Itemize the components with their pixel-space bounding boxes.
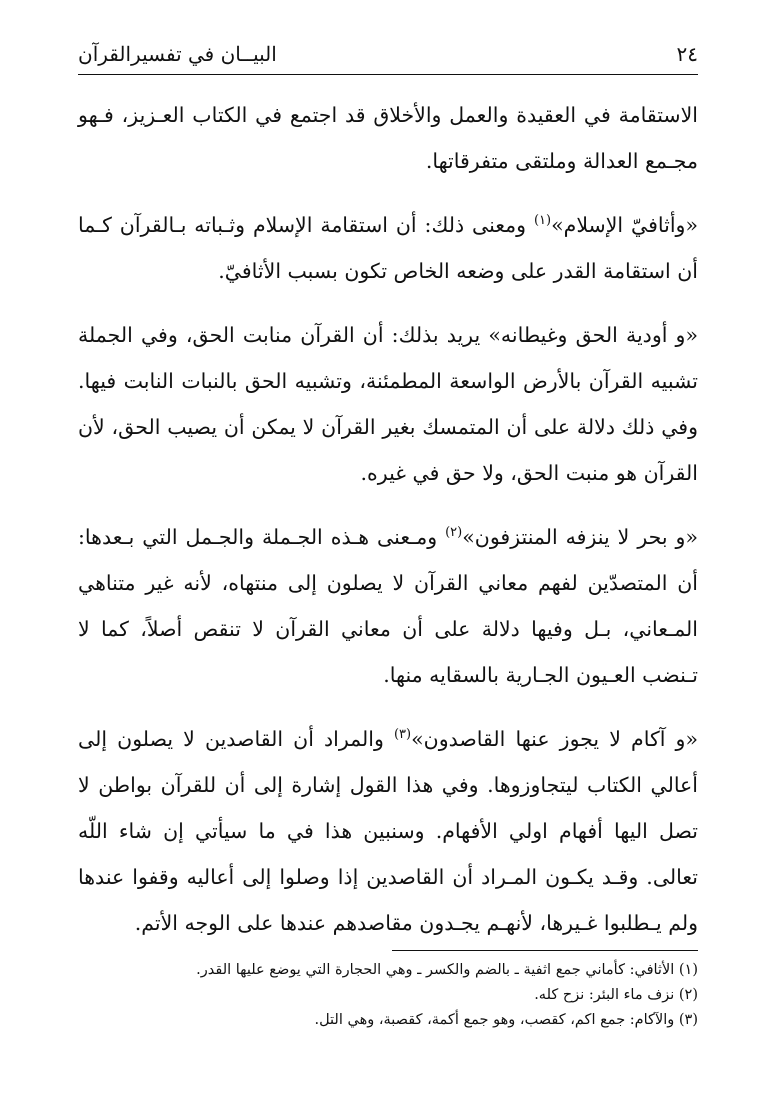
footnote-ref: (١): [533, 213, 552, 229]
footnote-separator: [392, 950, 698, 951]
footnote-ref: (٣): [393, 727, 412, 743]
quoted-phrase: «وأثافيّ الإسلام»: [551, 213, 698, 237]
page-header: [78, 40, 698, 72]
running-title: البيــان في تفسيرالقرآن: [78, 42, 277, 66]
footnote-2: (٢) نزف ماء البئر: نزح كله.: [534, 987, 698, 1003]
paragraph-2: [78, 202, 698, 294]
main-text: [78, 92, 698, 964]
footnotes: [78, 958, 698, 1033]
footnote-3: (٣) والآكام: جمع اكم، كقصب، وهو جمع أكمة، كقصبة، وهي التل.: [314, 1012, 698, 1028]
paragraph-1: [78, 92, 698, 184]
paragraph-3: [78, 312, 698, 496]
paragraph-5: [78, 716, 698, 946]
paragraph-text: ومـعنى هـذه الجـملة والجـمل التي بـعدها: أن المتصدّين لفهم معاني القرآن لا يصلون إلى منتهاه، لأنه غير متناهي المـعاني، بـل وفيها دلالة على أن معاني القرآن لا تنقص أصلاً، كما لا تـنضب العـيون الجـارية بالسقايه منها.: [78, 525, 698, 687]
quoted-phrase: «و بحر لا ينزفه المنتزفون»: [462, 525, 698, 549]
paragraph-text: ومعنى ذلك: أن استقامة الإسلام وثـباته بـالقرآن كـما أن استقامة القدر على وضعه الخاص تكون بسبب الأثافيّ.: [78, 213, 698, 283]
paragraph-text: الاستقامة في العقيدة والعمل والأخلاق قد اجتمع في الكتاب العـزيز، فـهو مجـمع العدالة وملتقى متفرقاتها.: [78, 103, 698, 173]
footnote-ref: (٢): [445, 525, 463, 541]
paragraph-text: والمراد أن القاصدين لا يصلون إلى أعالي الكتاب ليتجاوزوها. وفي هذا القول إشارة إلى أن للقرآن بواطن لا تصل اليها أفهام اولي الأفهام. وسنبين هذا في ما سيأتي إن شاء اللّه تعالى. وقـد يكـون المـراد أن القاصدين إذا وصلوا إلى أعاليه وقفوا عندها ولم يـطلبوا غـيرها، لأنهـم يجـدون مقاصدهم عندها على الوجه الأتم.: [78, 727, 698, 935]
quoted-phrase: «و آكام لا يجوز عنها القاصدون»: [411, 727, 698, 751]
header-rule: [78, 74, 698, 75]
page-number: ٢٤: [676, 42, 698, 66]
paragraph-4: [78, 514, 698, 698]
footnote-1: (١) الأثافي: كأماني جمع اثفية ـ بالضم والكسر ـ وهي الحجارة التي يوضع عليها القدر.: [196, 962, 698, 978]
paragraph-text: «و أودية الحق وغيطانه» يريد بذلك: أن القرآن منابت الحق، وفي الجملة تشبيه القرآن بالأرض الواسعة المطمئنة، وتشبيه الحق بالنبات النابت فيها. وفي ذلك دلالة على أن المتمسك بغير القرآن لا يمكن أن يصيب الحق، لأن القرآن هو منبت الحق، ولا حق في غيره.: [78, 323, 699, 485]
